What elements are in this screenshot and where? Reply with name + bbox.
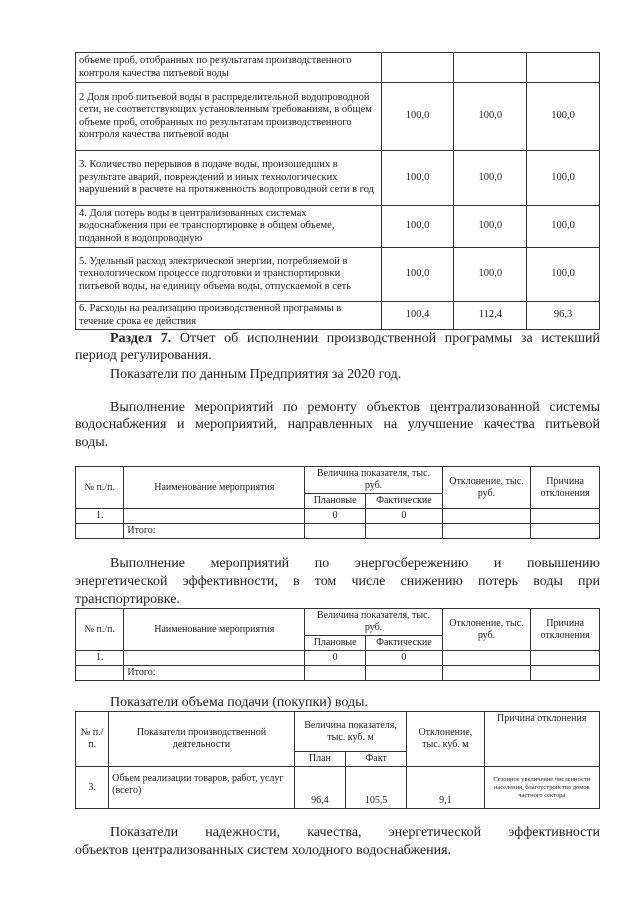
indicator-value: 100,0: [454, 83, 527, 151]
indicator-value: 96,3: [527, 302, 600, 330]
header-deviation: Отклонение, тыс. куб. м: [407, 712, 484, 767]
table-row: [76, 151, 600, 206]
table-row: [76, 302, 600, 330]
indicator-description: объеме проб, отобранных по результатам производственного контроля качества питьевой воды: [76, 53, 382, 83]
section-label: Раздел 7.: [110, 331, 172, 346]
water-supply-table: [75, 711, 600, 809]
indicator-value: 100,0: [381, 206, 454, 248]
header-number: № п./п.: [76, 712, 109, 767]
section-heading-cont: период регулирования.: [75, 348, 212, 363]
header-reason: Причина отклонения: [531, 609, 600, 651]
indicator-description: 4. Доля потерь воды в централизованных системах водоснабжения при ее транспортировке в общем объеме, поданной в водопроводную: [76, 206, 382, 248]
header-plan: Плановые: [305, 636, 366, 651]
header-value: Величина показателя, тыс. куб. м: [294, 712, 406, 752]
period-line: Показатели по данным Предприятия за 2020 год.: [110, 367, 402, 382]
table-row: [76, 767, 600, 809]
row-plan: 96,4: [294, 767, 345, 809]
row-deviation: 9,1: [407, 767, 484, 809]
energy-measures-table: [75, 608, 600, 681]
header-plan: Плановые: [305, 494, 366, 509]
indicator-value: [454, 53, 527, 83]
indicator-value: 100,0: [527, 248, 600, 302]
table-row: [76, 651, 600, 666]
table-row: [76, 524, 600, 539]
paragraph-line: Показатели надежности, качества, энергетической эффективности: [110, 825, 600, 840]
row-plan: 0: [305, 509, 366, 524]
header-fact: Фактические: [366, 636, 443, 651]
indicator-value: 100,0: [527, 83, 600, 151]
header-fact: Фактические: [366, 494, 443, 509]
row-fact: 0: [366, 509, 443, 524]
row-fact: 105,5: [346, 767, 407, 809]
row-fact: 0: [366, 651, 443, 666]
paragraph-line: водоснабжения и мероприятий, направленных на улучшение качества питьевой: [75, 417, 600, 432]
header-plan: План: [294, 752, 345, 767]
row-name: Объем реализации товаров, работ, услуг (всего): [109, 767, 295, 809]
table-row: [76, 53, 600, 83]
paragraph-line: Выполнение мероприятий по ремонту объектов централизованной системы: [110, 400, 600, 415]
indicator-value: 100,0: [454, 151, 527, 206]
header-value: Величина показателя, тыс. руб.: [305, 609, 443, 636]
indicator-value: 112,4: [454, 302, 527, 330]
paragraph-line: Выполнение мероприятий по энергосбережению и повышению: [110, 556, 600, 571]
row-number: 1.: [76, 651, 124, 666]
indicator-description: 2 Доля проб питьевой воды в распределительной водопроводной сети, не соответствующих установленным требованиям, в общем объеме проб, отобранных по результатам производственного контроля качества питьевой воды: [76, 83, 382, 151]
paragraph-line: воды.: [75, 435, 109, 450]
row-number: 1.: [76, 509, 124, 524]
row-plan: 0: [305, 651, 366, 666]
table-row: [76, 248, 600, 302]
header-deviation: Отклонение, тыс. руб.: [442, 467, 530, 509]
indicator-value: [381, 53, 454, 83]
row-number: 3.: [76, 767, 109, 809]
indicator-value: 100,0: [381, 83, 454, 151]
table-row: [76, 206, 600, 248]
header-value: Величина показателя, тыс. руб.: [305, 467, 443, 494]
header-name: Показатели производственной деятельности: [109, 712, 295, 767]
total-label: Итого:: [124, 524, 305, 539]
indicator-value: 100,0: [381, 151, 454, 206]
indicator-value: [527, 53, 600, 83]
paragraph-line: объектов централизованных систем холодного водоснабжения.: [75, 843, 452, 858]
paragraph-line: Показатели объема подачи (покупки) воды.: [110, 695, 369, 710]
section-heading: [110, 330, 600, 347]
indicator-value: 100,0: [454, 206, 527, 248]
table-row: [76, 509, 600, 524]
indicator-value: 100,0: [527, 151, 600, 206]
indicator-value: 100,0: [454, 248, 527, 302]
section-title: Отчет об исполнении производственной программы за истекший: [171, 331, 600, 346]
paragraph-line: транспортировке.: [75, 592, 180, 607]
indicator-description: 3. Количество перерывов в подаче воды, произошедших в результате аварий, повреждений и иных технологических нарушений в расчете на протяженность водопроводной сети в год: [76, 151, 382, 206]
indicator-description: 6. Расходы на реализацию производственной программы в течение срока ее действия: [76, 302, 382, 330]
table-row: [76, 666, 600, 681]
header-reason: Причина отклонения: [531, 467, 600, 509]
indicator-value: 100,0: [381, 248, 454, 302]
header-name: Наименование мероприятия: [124, 609, 305, 651]
indicator-value: 100,4: [381, 302, 454, 330]
repair-measures-table: [75, 466, 600, 539]
header-name: Наименование мероприятия: [124, 467, 305, 509]
header-deviation: Отклонение, тыс. руб.: [442, 609, 530, 651]
indicators-table: [75, 52, 600, 330]
header-fact: Факт: [346, 752, 407, 767]
paragraph-line: энергетической эффективности, в том числе снижению потерь воды при: [75, 574, 600, 589]
header-number: № п./п.: [76, 467, 124, 509]
header-number: № п./п.: [76, 609, 124, 651]
total-label: Итого:: [124, 666, 305, 681]
indicator-value: 100,0: [527, 206, 600, 248]
row-reason: Сезонное увеличение численности населения, благоустройство домов частного сектора: [484, 767, 599, 809]
table-row: [76, 83, 600, 151]
indicator-description: 5. Удельный расход электрической энергии, потребляемой в технологическом процессе подготовки и транспортировки питьевой воды, на единицу объема воды, отпускаемой в сеть: [76, 248, 382, 302]
header-reason: Причина отклонения: [484, 712, 599, 767]
